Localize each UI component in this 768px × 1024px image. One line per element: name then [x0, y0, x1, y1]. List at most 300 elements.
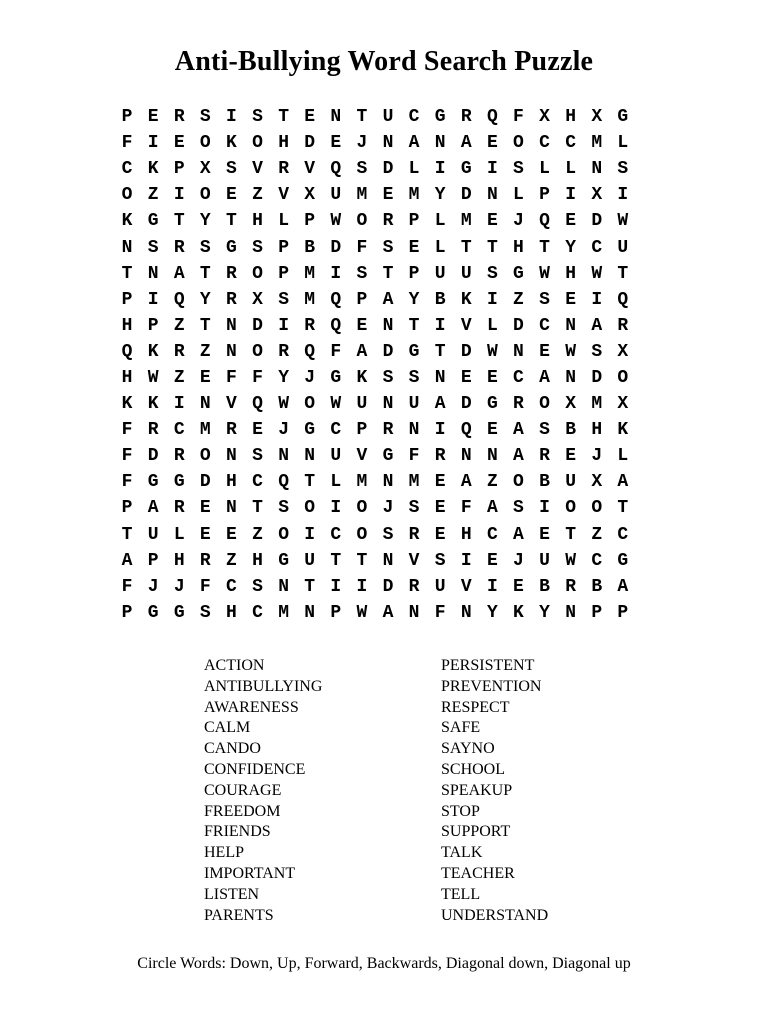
grid-letter[interactable]: C: [617, 524, 629, 545]
grid-letter[interactable]: M: [356, 472, 368, 493]
grid-letter[interactable]: N: [121, 237, 133, 258]
grid-letter[interactable]: P: [147, 550, 159, 571]
grid-letter[interactable]: O: [539, 394, 550, 415]
grid-letter[interactable]: L: [539, 159, 550, 180]
grid-letter[interactable]: A: [356, 341, 368, 362]
grid-letter[interactable]: M: [199, 420, 211, 441]
grid-letter[interactable]: H: [278, 133, 290, 154]
grid-letter[interactable]: D: [591, 367, 603, 388]
grid-letter[interactable]: O: [278, 524, 290, 545]
grid-letter[interactable]: F: [199, 576, 211, 597]
grid-letter[interactable]: P: [278, 237, 290, 258]
grid-letter[interactable]: K: [356, 367, 368, 388]
grid-letter[interactable]: K: [147, 159, 159, 180]
grid-letter[interactable]: G: [278, 550, 290, 571]
grid-letter[interactable]: I: [565, 185, 577, 206]
grid-letter[interactable]: P: [121, 498, 133, 519]
grid-letter[interactable]: O: [513, 133, 524, 154]
grid-letter[interactable]: N: [382, 472, 394, 493]
grid-letter[interactable]: B: [304, 237, 316, 258]
grid-letter[interactable]: V: [304, 159, 316, 180]
grid-letter[interactable]: W: [330, 211, 342, 232]
grid-letter[interactable]: I: [304, 524, 316, 545]
grid-letter[interactable]: H: [565, 263, 577, 284]
grid-letter[interactable]: N: [460, 602, 472, 623]
grid-letter[interactable]: F: [330, 341, 342, 362]
grid-letter[interactable]: O: [199, 133, 211, 154]
grid-letter[interactable]: G: [226, 237, 237, 258]
grid-letter[interactable]: D: [460, 394, 472, 415]
grid-letter[interactable]: Q: [173, 289, 185, 310]
grid-letter[interactable]: E: [565, 446, 577, 467]
grid-letter[interactable]: Z: [147, 185, 159, 206]
grid-letter[interactable]: I: [147, 133, 159, 154]
grid-letter[interactable]: W: [617, 211, 629, 232]
grid-letter[interactable]: N: [513, 341, 524, 362]
grid-letter[interactable]: W: [565, 341, 577, 362]
grid-letter[interactable]: D: [382, 576, 394, 597]
grid-letter[interactable]: O: [356, 498, 368, 519]
grid-letter[interactable]: O: [617, 367, 629, 388]
grid-letter[interactable]: Y: [486, 602, 498, 623]
grid-letter[interactable]: P: [121, 289, 133, 310]
grid-letter[interactable]: C: [591, 550, 603, 571]
grid-letter[interactable]: E: [565, 211, 577, 232]
grid-letter[interactable]: E: [226, 524, 237, 545]
grid-letter[interactable]: E: [486, 133, 498, 154]
grid-letter[interactable]: R: [382, 211, 394, 232]
grid-letter[interactable]: X: [591, 185, 603, 206]
grid-letter[interactable]: A: [434, 394, 446, 415]
grid-letter[interactable]: E: [513, 576, 524, 597]
grid-letter[interactable]: R: [434, 446, 446, 467]
grid-letter[interactable]: V: [278, 185, 290, 206]
grid-letter[interactable]: N: [408, 602, 420, 623]
grid-letter[interactable]: N: [382, 394, 394, 415]
grid-letter[interactable]: I: [226, 107, 237, 128]
grid-letter[interactable]: K: [121, 394, 133, 415]
grid-letter[interactable]: N: [330, 107, 342, 128]
grid-letter[interactable]: T: [121, 524, 133, 545]
grid-letter[interactable]: L: [617, 446, 629, 467]
grid-letter[interactable]: W: [486, 341, 498, 362]
grid-letter[interactable]: S: [539, 420, 550, 441]
grid-letter[interactable]: Q: [278, 472, 290, 493]
grid-letter[interactable]: O: [199, 446, 211, 467]
grid-letter[interactable]: L: [565, 159, 577, 180]
grid-letter[interactable]: W: [591, 263, 603, 284]
grid-letter[interactable]: S: [617, 159, 629, 180]
grid-letter[interactable]: T: [278, 107, 290, 128]
grid-letter[interactable]: R: [513, 394, 524, 415]
grid-letter[interactable]: S: [226, 159, 237, 180]
grid-letter[interactable]: K: [617, 420, 629, 441]
grid-letter[interactable]: Q: [617, 289, 629, 310]
grid-letter[interactable]: E: [226, 185, 237, 206]
grid-letter[interactable]: E: [382, 185, 394, 206]
grid-letter[interactable]: N: [226, 498, 237, 519]
grid-letter[interactable]: D: [304, 133, 316, 154]
grid-letter[interactable]: F: [121, 472, 133, 493]
grid-letter[interactable]: A: [408, 133, 420, 154]
grid-letter[interactable]: G: [460, 159, 472, 180]
grid-letter[interactable]: R: [226, 263, 237, 284]
grid-letter[interactable]: N: [565, 602, 577, 623]
grid-letter[interactable]: O: [565, 498, 577, 519]
grid-letter[interactable]: U: [434, 576, 446, 597]
grid-letter[interactable]: L: [408, 159, 420, 180]
grid-letter[interactable]: N: [382, 550, 394, 571]
grid-letter[interactable]: P: [539, 185, 550, 206]
grid-letter[interactable]: S: [356, 263, 368, 284]
grid-letter[interactable]: H: [252, 550, 263, 571]
grid-letter[interactable]: S: [539, 289, 550, 310]
grid-letter[interactable]: N: [434, 367, 446, 388]
grid-letter[interactable]: A: [513, 524, 524, 545]
grid-letter[interactable]: S: [199, 237, 211, 258]
grid-letter[interactable]: D: [460, 185, 472, 206]
grid-letter[interactable]: E: [330, 133, 342, 154]
grid-letter[interactable]: S: [382, 237, 394, 258]
grid-letter[interactable]: I: [617, 185, 629, 206]
grid-letter[interactable]: K: [513, 602, 524, 623]
grid-letter[interactable]: E: [434, 524, 446, 545]
grid-letter[interactable]: H: [252, 211, 263, 232]
grid-letter[interactable]: P: [121, 602, 133, 623]
grid-letter[interactable]: E: [147, 107, 159, 128]
grid-letter[interactable]: E: [434, 472, 446, 493]
grid-letter[interactable]: T: [539, 237, 550, 258]
grid-letter[interactable]: S: [252, 107, 263, 128]
grid-letter[interactable]: Y: [539, 602, 550, 623]
grid-letter[interactable]: K: [226, 133, 237, 154]
grid-letter[interactable]: N: [226, 315, 237, 336]
grid-letter[interactable]: J: [591, 446, 603, 467]
grid-letter[interactable]: G: [330, 367, 342, 388]
grid-letter[interactable]: K: [147, 341, 159, 362]
grid-letter[interactable]: X: [199, 159, 211, 180]
grid-letter[interactable]: X: [591, 107, 603, 128]
grid-letter[interactable]: N: [565, 315, 577, 336]
grid-letter[interactable]: R: [565, 576, 577, 597]
grid-letter[interactable]: S: [199, 602, 211, 623]
grid-letter[interactable]: N: [382, 315, 394, 336]
grid-letter[interactable]: S: [252, 576, 263, 597]
grid-letter[interactable]: T: [226, 211, 237, 232]
grid-letter[interactable]: U: [330, 446, 342, 467]
grid-letter[interactable]: Z: [486, 472, 498, 493]
grid-letter[interactable]: S: [513, 498, 524, 519]
grid-letter[interactable]: Q: [330, 159, 342, 180]
grid-letter[interactable]: N: [226, 446, 237, 467]
grid-letter[interactable]: H: [121, 315, 133, 336]
grid-letter[interactable]: R: [173, 107, 185, 128]
grid-letter[interactable]: C: [539, 133, 550, 154]
grid-letter[interactable]: O: [356, 524, 368, 545]
grid-letter[interactable]: T: [356, 550, 368, 571]
grid-letter[interactable]: I: [486, 576, 498, 597]
grid-letter[interactable]: F: [121, 576, 133, 597]
grid-letter[interactable]: T: [252, 498, 263, 519]
grid-letter[interactable]: D: [382, 159, 394, 180]
grid-letter[interactable]: U: [434, 263, 446, 284]
grid-letter[interactable]: E: [486, 367, 498, 388]
grid-letter[interactable]: X: [304, 185, 316, 206]
grid-letter[interactable]: I: [486, 289, 498, 310]
grid-letter[interactable]: U: [356, 394, 368, 415]
grid-letter[interactable]: E: [199, 498, 211, 519]
grid-letter[interactable]: G: [513, 263, 524, 284]
grid-letter[interactable]: N: [304, 602, 316, 623]
grid-letter[interactable]: D: [252, 315, 263, 336]
grid-letter[interactable]: B: [565, 420, 577, 441]
grid-letter[interactable]: V: [226, 394, 237, 415]
grid-letter[interactable]: I: [330, 498, 342, 519]
grid-letter[interactable]: T: [356, 107, 368, 128]
grid-letter[interactable]: J: [356, 133, 368, 154]
grid-letter[interactable]: P: [121, 107, 133, 128]
grid-letter[interactable]: V: [252, 159, 263, 180]
grid-letter[interactable]: A: [513, 446, 524, 467]
grid-letter[interactable]: I: [147, 289, 159, 310]
grid-letter[interactable]: S: [252, 446, 263, 467]
grid-letter[interactable]: T: [121, 263, 133, 284]
grid-letter[interactable]: E: [199, 367, 211, 388]
grid-letter[interactable]: S: [408, 367, 420, 388]
grid-letter[interactable]: Z: [252, 524, 263, 545]
grid-letter[interactable]: E: [173, 133, 185, 154]
grid-letter[interactable]: G: [147, 472, 159, 493]
grid-letter[interactable]: I: [591, 289, 603, 310]
grid-letter[interactable]: E: [304, 107, 316, 128]
grid-letter[interactable]: J: [147, 576, 159, 597]
grid-letter[interactable]: S: [591, 341, 603, 362]
grid-letter[interactable]: E: [539, 341, 550, 362]
grid-letter[interactable]: K: [121, 211, 133, 232]
grid-letter[interactable]: C: [539, 315, 550, 336]
grid-letter[interactable]: V: [460, 315, 472, 336]
grid-letter[interactable]: U: [539, 550, 550, 571]
grid-letter[interactable]: F: [513, 107, 524, 128]
grid-letter[interactable]: S: [382, 524, 394, 545]
grid-letter[interactable]: S: [278, 289, 290, 310]
grid-letter[interactable]: C: [330, 420, 342, 441]
grid-letter[interactable]: O: [304, 498, 316, 519]
grid-letter[interactable]: Z: [199, 341, 211, 362]
grid-letter[interactable]: E: [252, 420, 263, 441]
grid-letter[interactable]: P: [408, 211, 420, 232]
grid-letter[interactable]: C: [330, 524, 342, 545]
grid-letter[interactable]: R: [199, 550, 211, 571]
grid-letter[interactable]: A: [513, 420, 524, 441]
grid-letter[interactable]: I: [173, 185, 185, 206]
grid-letter[interactable]: D: [591, 211, 603, 232]
grid-letter[interactable]: A: [486, 498, 498, 519]
grid-letter[interactable]: Y: [199, 289, 211, 310]
grid-letter[interactable]: Z: [591, 524, 603, 545]
grid-letter[interactable]: O: [591, 498, 603, 519]
grid-letter[interactable]: W: [539, 263, 550, 284]
grid-letter[interactable]: A: [617, 472, 629, 493]
grid-letter[interactable]: M: [304, 289, 316, 310]
grid-letter[interactable]: R: [382, 420, 394, 441]
grid-letter[interactable]: R: [408, 524, 420, 545]
grid-letter[interactable]: O: [304, 394, 316, 415]
grid-letter[interactable]: X: [252, 289, 263, 310]
grid-letter[interactable]: Q: [460, 420, 472, 441]
grid-letter[interactable]: G: [173, 602, 185, 623]
grid-letter[interactable]: Q: [304, 341, 316, 362]
grid-letter[interactable]: Y: [408, 289, 420, 310]
grid-letter[interactable]: G: [408, 341, 420, 362]
grid-letter[interactable]: L: [434, 237, 446, 258]
grid-letter[interactable]: D: [513, 315, 524, 336]
grid-letter[interactable]: L: [278, 211, 290, 232]
grid-letter[interactable]: N: [434, 133, 446, 154]
grid-letter[interactable]: C: [486, 524, 498, 545]
grid-letter[interactable]: F: [226, 367, 237, 388]
grid-letter[interactable]: R: [617, 315, 629, 336]
grid-letter[interactable]: G: [617, 107, 629, 128]
grid-letter[interactable]: N: [226, 341, 237, 362]
grid-letter[interactable]: A: [591, 315, 603, 336]
grid-letter[interactable]: A: [121, 550, 133, 571]
grid-letter[interactable]: T: [199, 263, 211, 284]
grid-letter[interactable]: E: [486, 211, 498, 232]
grid-letter[interactable]: E: [199, 524, 211, 545]
grid-letter[interactable]: Y: [434, 185, 446, 206]
grid-letter[interactable]: R: [173, 446, 185, 467]
grid-letter[interactable]: G: [382, 446, 394, 467]
grid-letter[interactable]: U: [304, 550, 316, 571]
grid-letter[interactable]: R: [278, 159, 290, 180]
grid-letter[interactable]: I: [434, 420, 446, 441]
grid-letter[interactable]: P: [330, 602, 342, 623]
grid-letter[interactable]: M: [591, 133, 603, 154]
grid-letter[interactable]: C: [591, 237, 603, 258]
grid-letter[interactable]: R: [460, 107, 472, 128]
grid-letter[interactable]: A: [382, 289, 394, 310]
grid-letter[interactable]: P: [278, 263, 290, 284]
grid-letter[interactable]: Q: [330, 289, 342, 310]
grid-letter[interactable]: R: [226, 420, 237, 441]
grid-letter[interactable]: L: [434, 211, 446, 232]
grid-letter[interactable]: H: [565, 107, 577, 128]
grid-letter[interactable]: N: [486, 446, 498, 467]
grid-letter[interactable]: T: [173, 211, 185, 232]
grid-letter[interactable]: X: [617, 341, 629, 362]
grid-letter[interactable]: O: [199, 185, 211, 206]
grid-letter[interactable]: Z: [252, 185, 263, 206]
grid-letter[interactable]: P: [617, 602, 629, 623]
grid-letter[interactable]: A: [460, 133, 472, 154]
grid-letter[interactable]: S: [199, 107, 211, 128]
grid-letter[interactable]: T: [382, 263, 394, 284]
grid-letter[interactable]: S: [486, 263, 498, 284]
grid-letter[interactable]: N: [460, 446, 472, 467]
grid-letter[interactable]: R: [173, 498, 185, 519]
grid-letter[interactable]: O: [252, 263, 263, 284]
grid-letter[interactable]: G: [434, 107, 446, 128]
grid-letter[interactable]: R: [304, 315, 316, 336]
grid-letter[interactable]: T: [460, 237, 472, 258]
grid-letter[interactable]: P: [173, 159, 185, 180]
grid-letter[interactable]: J: [278, 420, 290, 441]
grid-letter[interactable]: F: [121, 133, 133, 154]
grid-letter[interactable]: G: [147, 211, 159, 232]
grid-letter[interactable]: Q: [539, 211, 550, 232]
grid-letter[interactable]: P: [356, 289, 368, 310]
grid-letter[interactable]: P: [356, 420, 368, 441]
grid-letter[interactable]: V: [460, 576, 472, 597]
grid-letter[interactable]: M: [304, 263, 316, 284]
grid-letter[interactable]: F: [460, 498, 472, 519]
grid-letter[interactable]: N: [486, 185, 498, 206]
grid-letter[interactable]: P: [147, 315, 159, 336]
grid-letter[interactable]: B: [539, 576, 550, 597]
grid-letter[interactable]: G: [486, 394, 498, 415]
grid-letter[interactable]: E: [434, 498, 446, 519]
grid-letter[interactable]: T: [617, 263, 629, 284]
grid-letter[interactable]: M: [408, 185, 420, 206]
grid-letter[interactable]: Q: [486, 107, 498, 128]
grid-letter[interactable]: F: [356, 237, 368, 258]
grid-letter[interactable]: F: [408, 446, 420, 467]
grid-letter[interactable]: T: [434, 341, 446, 362]
grid-letter[interactable]: I: [278, 315, 290, 336]
grid-letter[interactable]: E: [486, 550, 498, 571]
grid-letter[interactable]: X: [617, 394, 629, 415]
grid-letter[interactable]: C: [408, 107, 420, 128]
grid-letter[interactable]: E: [539, 524, 550, 545]
grid-letter[interactable]: J: [173, 576, 185, 597]
grid-letter[interactable]: J: [304, 367, 316, 388]
grid-letter[interactable]: S: [408, 498, 420, 519]
grid-letter[interactable]: F: [121, 420, 133, 441]
grid-letter[interactable]: U: [565, 472, 577, 493]
grid-letter[interactable]: O: [252, 341, 263, 362]
grid-letter[interactable]: A: [382, 602, 394, 623]
grid-letter[interactable]: I: [330, 576, 342, 597]
grid-letter[interactable]: U: [147, 524, 159, 545]
grid-letter[interactable]: Q: [121, 341, 133, 362]
grid-letter[interactable]: S: [434, 550, 446, 571]
grid-letter[interactable]: N: [382, 133, 394, 154]
grid-letter[interactable]: S: [382, 367, 394, 388]
grid-letter[interactable]: P: [591, 602, 603, 623]
grid-letter[interactable]: M: [356, 185, 368, 206]
grid-letter[interactable]: W: [278, 394, 290, 415]
grid-letter[interactable]: Z: [173, 315, 185, 336]
grid-letter[interactable]: Y: [565, 237, 577, 258]
grid-letter[interactable]: D: [330, 237, 342, 258]
grid-letter[interactable]: K: [460, 289, 472, 310]
grid-letter[interactable]: W: [147, 367, 159, 388]
grid-letter[interactable]: I: [173, 394, 185, 415]
grid-letter[interactable]: Y: [199, 211, 211, 232]
grid-letter[interactable]: H: [513, 237, 524, 258]
grid-letter[interactable]: X: [591, 472, 603, 493]
grid-letter[interactable]: N: [304, 446, 316, 467]
grid-letter[interactable]: K: [147, 394, 159, 415]
grid-letter[interactable]: I: [330, 263, 342, 284]
grid-letter[interactable]: V: [408, 550, 420, 571]
grid-letter[interactable]: D: [199, 472, 211, 493]
grid-letter[interactable]: W: [356, 602, 368, 623]
grid-letter[interactable]: M: [278, 602, 290, 623]
grid-letter[interactable]: T: [565, 524, 577, 545]
grid-letter[interactable]: L: [173, 524, 185, 545]
